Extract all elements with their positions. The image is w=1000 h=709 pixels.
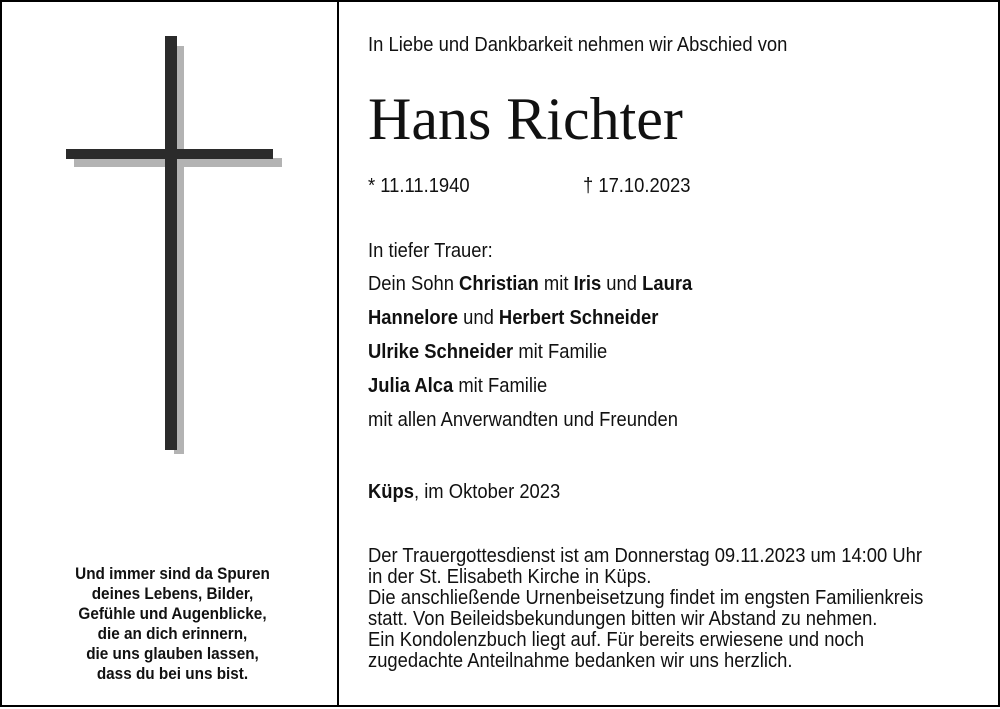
birth-date: * 11.11.1940 bbox=[368, 175, 470, 197]
verse-line: die uns glauben lassen, bbox=[86, 644, 259, 663]
verse-line: die an dich erinnern, bbox=[97, 624, 248, 643]
verse-line: Gefühle und Augenblicke, bbox=[78, 604, 267, 623]
mourner-line: Hannelore und Herbert Schneider bbox=[368, 307, 659, 329]
place-date: Küps, im Oktober 2023 bbox=[368, 481, 561, 503]
service-line: zugedachte Anteilnahme bedanken wir uns herzlich. bbox=[368, 650, 793, 672]
deceased-name: Hans Richter bbox=[368, 86, 683, 152]
death-date: † 17.10.2023 bbox=[583, 175, 691, 197]
mourner-line: Ulrike Schneider mit Familie bbox=[368, 341, 608, 363]
verse-line: dass du bei uns bist. bbox=[96, 664, 249, 683]
memorial-verse bbox=[53, 564, 292, 684]
service-line: statt. Von Beileidsbekundungen bitten wir Abstand zu nehmen. bbox=[368, 608, 878, 630]
mourner-line: Julia Alca mit Familie bbox=[368, 375, 548, 397]
intro-text: In Liebe und Dankbarkeit nehmen wir Abschied von bbox=[368, 34, 788, 56]
service-line: in der St. Elisabeth Kirche in Küps. bbox=[368, 566, 652, 588]
verse-line: Und immer sind da Spuren bbox=[75, 564, 270, 583]
verse-line: deines Lebens, Bilder, bbox=[91, 584, 254, 603]
service-line: Ein Kondolenzbuch liegt auf. Für bereits erwiesene und noch bbox=[368, 629, 865, 651]
service-line: Der Trauergottesdienst ist am Donnerstag 09.11.2023 um 14:00 Uhr bbox=[368, 545, 923, 567]
service-line: Die anschließende Urnenbeisetzung findet im engsten Familienkreis bbox=[368, 587, 924, 609]
service-info bbox=[368, 546, 923, 672]
cross-icon bbox=[66, 36, 286, 461]
mourner-line: Dein Sohn Christian mit Iris und Laura bbox=[368, 273, 693, 295]
mourner-line: mit allen Anverwandten und Freunden bbox=[368, 409, 678, 431]
column-divider bbox=[337, 0, 339, 705]
mourners-heading: In tiefer Trauer: bbox=[368, 240, 493, 262]
